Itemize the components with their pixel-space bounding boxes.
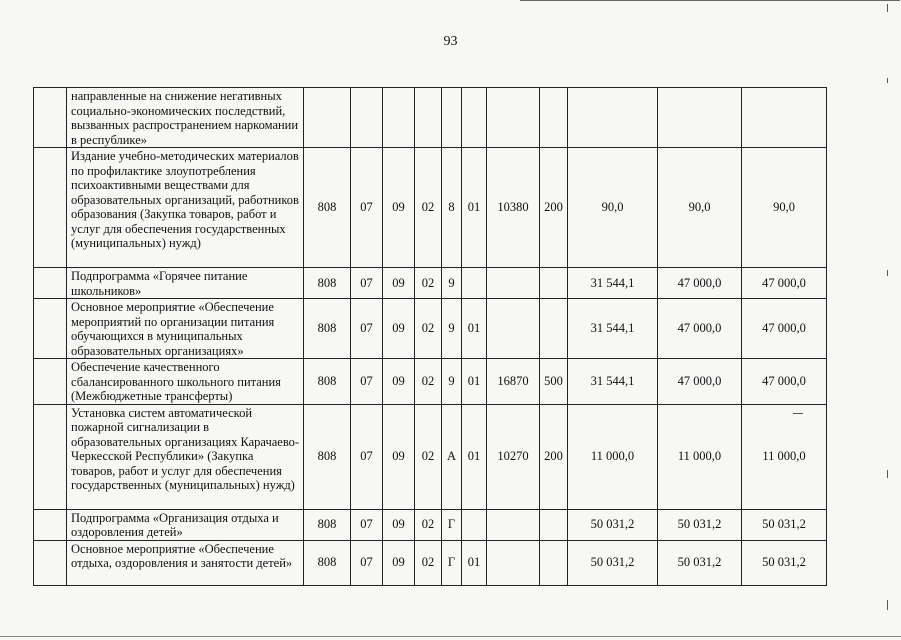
amount-cell-v1: 50 031,2 [568, 509, 658, 540]
code-cell-c5: А [442, 404, 462, 509]
code-cell-c6: 01 [462, 540, 487, 585]
code-cell-c3: 09 [383, 404, 415, 509]
code-cell-c8: 500 [540, 359, 568, 405]
scan-mark [887, 600, 888, 610]
table-row [34, 404, 827, 509]
code-cell-c1: 808 [304, 268, 351, 299]
code-cell-c4: 02 [415, 148, 442, 268]
row-name-cell: Подпрограмма «Организация отдыха и оздоровления детей» [67, 509, 304, 540]
code-cell-c5: 9 [442, 268, 462, 299]
code-cell-c7 [487, 268, 540, 299]
scan-edge-top [520, 0, 900, 1]
amount-cell-v1: 11 000,0 [568, 404, 658, 509]
amount-cell-v1: 90,0 [568, 148, 658, 268]
code-cell-c8 [540, 540, 568, 585]
code-cell-c2: 07 [351, 359, 383, 405]
code-cell-c1: 808 [304, 509, 351, 540]
code-cell-c5 [442, 88, 462, 148]
scan-mark [887, 470, 888, 478]
amount-cell-v3: 47 000,0 [742, 268, 827, 299]
code-cell-c3: 09 [383, 359, 415, 405]
amount-cell-v3: 47 000,0 [742, 359, 827, 405]
amount-cell-v2: 90,0 [658, 148, 742, 268]
amount-cell-v2: 50 031,2 [658, 540, 742, 585]
row-name-cell: Подпрограмма «Горячее питание школьников» [67, 268, 304, 299]
amount-cell-v3: 90,0 [742, 148, 827, 268]
amount-cell-v2: 50 031,2 [658, 509, 742, 540]
code-cell-c1: 808 [304, 540, 351, 585]
code-cell-c8 [540, 268, 568, 299]
row-name-cell: направленные на снижение негативных социально-экономических последствий, вызванных распространением наркомании в республике» [67, 88, 304, 148]
scan-mark [793, 413, 803, 414]
code-cell-c8 [540, 299, 568, 359]
scan-mark [887, 4, 888, 12]
row-blank-cell [34, 88, 67, 148]
code-cell-c4: 02 [415, 509, 442, 540]
code-cell-c5: Г [442, 540, 462, 585]
amount-cell-v1: 31 544,1 [568, 268, 658, 299]
amount-cell-v2: 47 000,0 [658, 268, 742, 299]
row-name-cell: Основное мероприятие «Обеспечение мероприятий по организации питания обучающихся в муниципальных образовательных организациях» [67, 299, 304, 359]
code-cell-c4: 02 [415, 359, 442, 405]
code-cell-c3 [383, 88, 415, 148]
code-cell-c4: 02 [415, 268, 442, 299]
code-cell-c1 [304, 88, 351, 148]
code-cell-c3: 09 [383, 540, 415, 585]
code-cell-c4: 02 [415, 540, 442, 585]
amount-cell-v1 [568, 88, 658, 148]
row-name-cell: Установка систем автоматической пожарной сигнализации в образовательных организациях Карачаево-Черкесской Республики» (Закупка товаров, работ и услуг для обеспечения государственных (муниципальных) нужд) [67, 404, 304, 509]
code-cell-c7 [487, 299, 540, 359]
code-cell-c6 [462, 88, 487, 148]
code-cell-c3: 09 [383, 299, 415, 359]
code-cell-c6: 01 [462, 359, 487, 405]
code-cell-c3: 09 [383, 148, 415, 268]
code-cell-c4 [415, 88, 442, 148]
code-cell-c2: 07 [351, 148, 383, 268]
scan-edge-bottom [0, 636, 901, 637]
row-name-cell: Обеспечение качественного сбалансированного школьного питания (Межбюджетные трансферты) [67, 359, 304, 405]
amount-cell-v3: 50 031,2 [742, 540, 827, 585]
amount-cell-v2: 47 000,0 [658, 359, 742, 405]
amount-cell-v3: 50 031,2 [742, 509, 827, 540]
amount-cell-v3 [742, 88, 827, 148]
row-blank-cell [34, 148, 67, 268]
scan-mark [887, 78, 888, 83]
code-cell-c2 [351, 88, 383, 148]
code-cell-c6 [462, 509, 487, 540]
code-cell-c1: 808 [304, 148, 351, 268]
page-number: 93 [443, 34, 458, 49]
table-row [34, 299, 827, 359]
code-cell-c2: 07 [351, 509, 383, 540]
amount-cell-v2: 47 000,0 [658, 299, 742, 359]
code-cell-c7 [487, 88, 540, 148]
row-blank-cell [34, 359, 67, 405]
scan-mark [887, 270, 888, 276]
table-row [34, 88, 827, 148]
table-row [34, 359, 827, 405]
amount-cell-v1: 50 031,2 [568, 540, 658, 585]
row-blank-cell [34, 299, 67, 359]
code-cell-c3: 09 [383, 268, 415, 299]
amount-cell-v3: 47 000,0 [742, 299, 827, 359]
amount-cell-v1: 31 544,1 [568, 299, 658, 359]
code-cell-c5: Г [442, 509, 462, 540]
code-cell-c8: 200 [540, 148, 568, 268]
amount-cell-v3: 11 000,0 [742, 404, 827, 509]
amount-cell-v2: 11 000,0 [658, 404, 742, 509]
amount-cell-v2 [658, 88, 742, 148]
row-blank-cell [34, 509, 67, 540]
code-cell-c6: 01 [462, 404, 487, 509]
code-cell-c7 [487, 509, 540, 540]
budget-table [33, 87, 827, 586]
code-cell-c5: 9 [442, 359, 462, 405]
code-cell-c6 [462, 268, 487, 299]
code-cell-c2: 07 [351, 268, 383, 299]
code-cell-c2: 07 [351, 540, 383, 585]
row-blank-cell [34, 268, 67, 299]
code-cell-c5: 9 [442, 299, 462, 359]
code-cell-c1: 808 [304, 299, 351, 359]
code-cell-c6: 01 [462, 299, 487, 359]
row-blank-cell [34, 540, 67, 585]
code-cell-c1: 808 [304, 359, 351, 405]
row-name-cell: Издание учебно-методических материалов по профилактике злоупотребления психоактивными веществами для образовательных организаций, работников образования (Закупка товаров, работ и услуг для обеспечения государственных (муниципальных) нужд) [67, 148, 304, 268]
amount-cell-v1: 31 544,1 [568, 359, 658, 405]
row-blank-cell [34, 404, 67, 509]
code-cell-c7: 10380 [487, 148, 540, 268]
table-row [34, 509, 827, 540]
code-cell-c8 [540, 88, 568, 148]
code-cell-c2: 07 [351, 404, 383, 509]
table-row [34, 268, 827, 299]
code-cell-c3: 09 [383, 509, 415, 540]
code-cell-c8: 200 [540, 404, 568, 509]
code-cell-c4: 02 [415, 404, 442, 509]
table-row [34, 148, 827, 268]
code-cell-c2: 07 [351, 299, 383, 359]
table-row [34, 540, 827, 585]
code-cell-c5: 8 [442, 148, 462, 268]
code-cell-c1: 808 [304, 404, 351, 509]
code-cell-c7: 10270 [487, 404, 540, 509]
code-cell-c8 [540, 509, 568, 540]
code-cell-c6: 01 [462, 148, 487, 268]
code-cell-c7 [487, 540, 540, 585]
code-cell-c7: 16870 [487, 359, 540, 405]
code-cell-c4: 02 [415, 299, 442, 359]
row-name-cell: Основное мероприятие «Обеспечение отдыха, оздоровления и занятости детей» [67, 540, 304, 585]
